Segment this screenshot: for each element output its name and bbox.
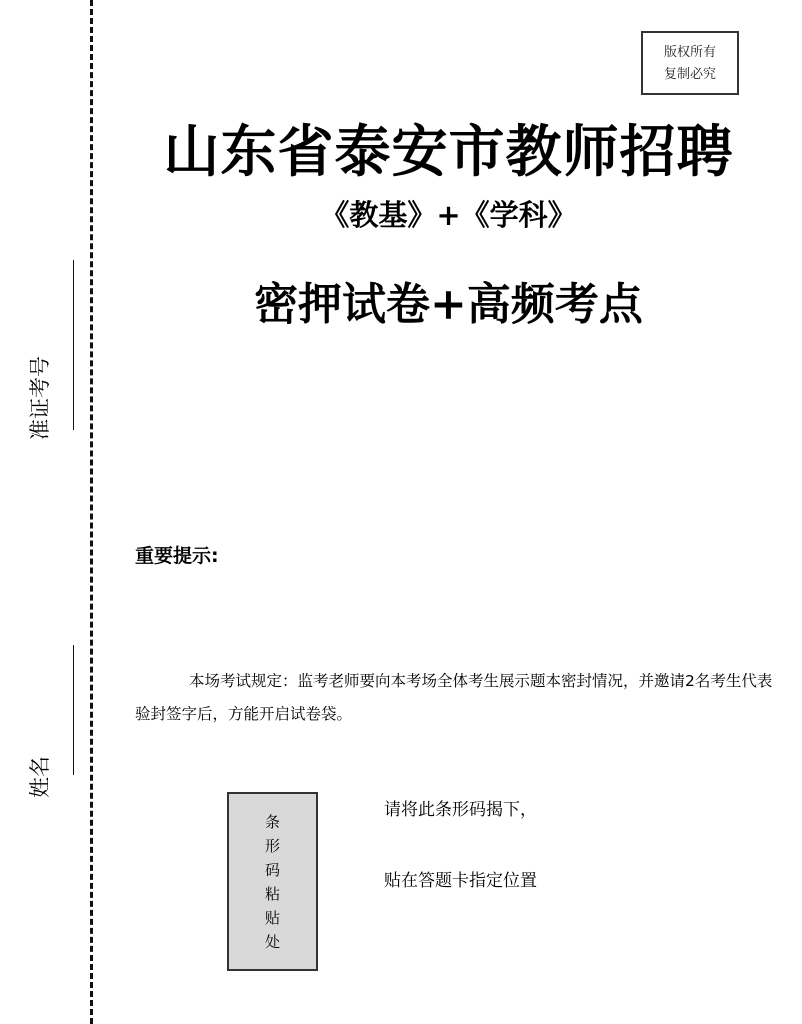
barcode-instruction-2: 贴在答题卡指定位置 xyxy=(384,871,537,891)
copyright-line-1: 版权所有 xyxy=(663,45,716,60)
name-label: 姓名 xyxy=(28,756,52,798)
copyright-line-2: 复制必究 xyxy=(663,67,716,82)
barcode-char: 处 xyxy=(264,932,280,951)
page-title: 山东省泰安市教师招聘 xyxy=(163,119,734,185)
name-line xyxy=(73,645,74,775)
barcode-char: 贴 xyxy=(264,908,280,927)
page-subtitle: 《教基》+《学科》 xyxy=(320,198,577,232)
copyright-stamp xyxy=(641,31,739,95)
notice-body: 本场考试规定：监考老师要向本考场全体考生展示题本密封情况，并邀请2名考生代表验封签字后，方能开启试卷袋。 xyxy=(135,672,773,723)
barcode-char: 条 xyxy=(264,812,280,831)
notice-heading: 重要提示: xyxy=(135,545,219,567)
barcode-char: 粘 xyxy=(264,884,280,903)
barcode-paste-area xyxy=(227,792,318,971)
barcode-instruction-1: 请将此条形码揭下， xyxy=(384,800,537,820)
seal-dashed-line xyxy=(90,0,93,1024)
admission-number-line xyxy=(73,260,74,430)
page-headline: 密押试卷+高频考点 xyxy=(254,279,643,330)
barcode-char: 码 xyxy=(264,860,280,879)
barcode-char: 形 xyxy=(264,836,280,855)
admission-number-label: 准证考号 xyxy=(28,356,52,440)
